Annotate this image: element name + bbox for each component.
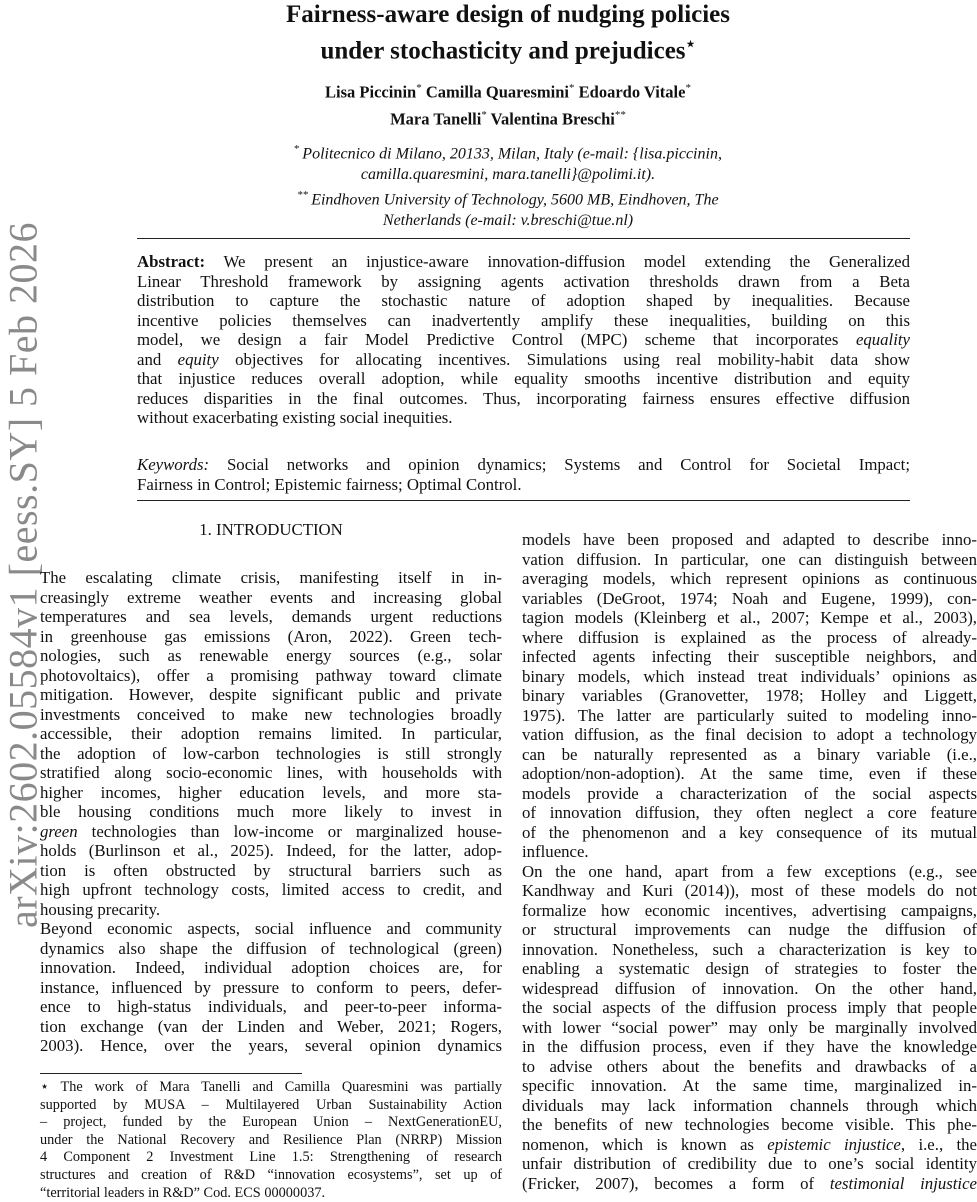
text-line: holds (Burlinson et al., 2025). Indeed, for the latter, adop- bbox=[40, 841, 502, 860]
text-line: variables (DeGroot, 1974; Noah and Eugene, 1999), con- bbox=[522, 588, 977, 608]
text-line: nomenon, which is known as epistemic injustice, i.e., the bbox=[522, 1134, 977, 1154]
text-line: On the one hand, apart from a few exceptions (e.g., see bbox=[522, 861, 977, 881]
text-line: ⋆ The work of Mara Tanelli and Camilla Quaresmini was partially bbox=[40, 1079, 502, 1095]
text-line: specific innovation. At the same time, marginalized in- bbox=[522, 1076, 977, 1095]
text-line: tion exchange (van der Linden and Weber, 2021; Rogers, bbox=[40, 1016, 502, 1036]
text-line: of innovation diffusion, they often neglect a core feature bbox=[522, 803, 977, 822]
text-line: nologies, such as renewable energy sources (e.g., solar bbox=[40, 646, 502, 665]
author-name: Edoardo Vitale bbox=[574, 82, 686, 102]
text-line: widespread diffusion of innovation. On the other hand, bbox=[522, 978, 977, 998]
affiliation-mark: * bbox=[481, 108, 487, 121]
text-line: with lower “social power” may only be marginally involved bbox=[522, 1017, 977, 1037]
divider bbox=[137, 238, 910, 239]
text-line: creasingly extreme weather events and increasing global bbox=[40, 587, 502, 607]
text-line: without exacerbating existing social inequities. bbox=[137, 408, 453, 427]
left-column-text bbox=[40, 568, 502, 1056]
text-line: photovoltaics), offer a promising pathway toward climate bbox=[40, 665, 502, 685]
text-line: models have been proposed and adapted to describe inno- bbox=[522, 530, 977, 549]
text-line: enabling a systematic design of strategies to foster the bbox=[522, 959, 977, 978]
text-line: the social aspects of the diffusion process imply that people bbox=[522, 998, 977, 1017]
affiliations bbox=[0, 139, 977, 232]
text-line: binary variables (Granovetter, 1978; Holley and Liggett, bbox=[522, 686, 977, 705]
text-line: that injustice reduces overall adoption, while equality smooths incentive distribution and equity bbox=[137, 369, 910, 388]
text-line: (Fricker, 2007), becomes a form of testimonial injustice bbox=[522, 1173, 977, 1193]
text-line: or structural improvements can nudge the diffusion of bbox=[522, 920, 977, 939]
text-line: the benefits of new technologies become visible. This phe- bbox=[522, 1115, 977, 1134]
text-line: ence to high-status individuals, and peer-to-peer informa- bbox=[40, 997, 502, 1016]
right-column-text bbox=[522, 530, 977, 1193]
text-line: – project, funded by the European Union – NextGenerationEU, bbox=[40, 1114, 502, 1131]
section-heading: 1. INTRODUCTION bbox=[199, 520, 343, 539]
text-line: tion is often obstructed by structural barriers such as bbox=[40, 860, 502, 880]
text-line: model, we design a fair Model Predictive Control (MPC) scheme that incorporates equality bbox=[137, 330, 910, 349]
affiliation-line: Netherlands (e-mail: v.breschi@tue.nl) bbox=[382, 212, 634, 230]
abstract bbox=[137, 252, 910, 428]
text-line: higher incomes, higher education levels, and more sta- bbox=[40, 782, 502, 802]
author-list bbox=[0, 77, 977, 130]
text-line: dynamics also shape the diffusion of technological (green) bbox=[40, 938, 502, 958]
text-line: “territorial leaders in R&D” Cod. ECS 00000037. bbox=[40, 1184, 326, 1201]
text-line: adoption/non-adoption). At the same time, even if these bbox=[522, 764, 977, 783]
text-line: dividuals may lack information channels through which bbox=[522, 1095, 977, 1115]
text-line: 2003). Hence, over the years, several opinion dynamics bbox=[40, 1036, 502, 1055]
author-name: Camilla Quaresmini bbox=[421, 82, 570, 102]
affiliation-mark: * bbox=[685, 82, 691, 94]
text-line: vation diffusion. In particular, one can distinguish between bbox=[522, 549, 977, 569]
text-line: Fairness in Control; Epistemic fairness; Optimal Control. bbox=[137, 474, 522, 494]
text-line: where diffusion is explained as the process of already- bbox=[522, 627, 977, 647]
text-line: housing precarity. bbox=[40, 899, 161, 919]
author-name: Mara Tanelli bbox=[390, 109, 482, 128]
text-line: stratified along socio-economic lines, with households with bbox=[40, 763, 502, 782]
footnote-rule bbox=[40, 1073, 302, 1074]
text-line: vation diffusion, as the final decision to adopt a technology bbox=[522, 725, 977, 744]
affiliation-line: * Politecnico di Milano, 20133, Milan, Italy (e-mail: {lisa.piccinin, bbox=[294, 143, 722, 163]
text-line: Abstract: We present an injustice-aware innovation-diffusion model extending the Generalized bbox=[137, 252, 910, 271]
text-line: binary models, which instead treat individuals’ opinions as bbox=[522, 666, 977, 686]
text-line: The escalating climate crisis, manifesting itself in in- bbox=[40, 568, 502, 587]
affiliation-mark: * bbox=[416, 82, 422, 94]
text-line: of the phenomenon and a key consequence of its mutual bbox=[522, 822, 977, 842]
text-line: and equity objectives for allocating incentives. Simulations using real mobility-habit data show bbox=[137, 349, 910, 369]
text-line: structures and creation of R&D “innovation ecosystems”, set up of bbox=[40, 1166, 502, 1183]
text-line: averaging models, which represent opinions as continuous bbox=[522, 569, 977, 588]
text-line: tagion models (Kleinberg et al., 2007; Kempe et al., 2003), bbox=[522, 608, 977, 627]
text-line: innovation. Indeed, individual adoption choices are, for bbox=[40, 958, 502, 977]
text-line: temperatures and sea levels, demands urgent reductions bbox=[40, 607, 502, 626]
text-line: Beyond economic aspects, social influence and community bbox=[40, 919, 502, 938]
text-line: to advise others about the benefits and drawbacks of a bbox=[522, 1056, 977, 1076]
text-line: distribution to capture the stochastic nature of adoption shaped by inequalities. Because bbox=[137, 291, 910, 310]
text-line: green technologies than low-income or marginalized house- bbox=[40, 821, 502, 841]
affiliation-mark: ** bbox=[614, 108, 626, 121]
text-line: mitigation. However, despite significant public and private bbox=[40, 685, 502, 704]
text-line: Keywords: Social networks and opinion dynamics; Systems and Control for Societal Impact; bbox=[137, 455, 910, 474]
text-line: unfair distribution of credibility due to one’s social identity bbox=[522, 1154, 977, 1173]
title-line-1: Fairness-aware design of nudging policies bbox=[285, 1, 731, 28]
footnote bbox=[40, 1079, 502, 1202]
text-line: the adoption of low-carbon technologies is still strongly bbox=[40, 743, 502, 763]
text-line: 4 Component 2 Investment Line 1.5: Strengthening of research bbox=[40, 1149, 502, 1166]
arxiv-stamp: arXiv:2602.05584v1 [eess.SY] 5 Feb 2026 bbox=[0, 221, 46, 929]
affiliation-line: camilla.quaresmini, mara.tanelli}@polimi.it). bbox=[360, 165, 656, 183]
text-line: incentive policies themselves can inadvertently amplify these inequalities, building on this bbox=[137, 310, 910, 330]
text-line: high upfront technology costs, limited access to credit, and bbox=[40, 880, 502, 899]
text-line: instance, influenced by pressure to conform to peers, defer- bbox=[40, 977, 502, 997]
text-line: supported by MUSA – Multilayered Urban Sustainability Action bbox=[40, 1096, 502, 1113]
text-line: ble housing conditions much more likely to invest in bbox=[40, 802, 502, 821]
text-line: innovation. Nonetheless, such a characterization is key to bbox=[522, 939, 977, 959]
text-line: Linear Threshold framework by assigning agents activation thresholds drawn from a Beta bbox=[137, 271, 910, 291]
text-line: in the diffusion process, even if they have the knowledge bbox=[522, 1037, 977, 1056]
title-line-2: under stochasticity and prejudices bbox=[320, 37, 686, 65]
text-line: formalize how economic incentives, advertising campaigns, bbox=[522, 900, 977, 920]
text-line: influence. bbox=[522, 842, 589, 861]
text-line: investments conceived to make new technologies broadly bbox=[40, 704, 502, 724]
title-footnote-mark: ⋆ bbox=[685, 36, 696, 53]
affiliation-line: ** Eindhoven University of Technology, 5600 MB, Eindhoven, The bbox=[297, 189, 719, 209]
author-name: Valentina Breschi bbox=[486, 109, 615, 128]
text-line: in greenhouse gas emissions (Aron, 2022). Green tech- bbox=[40, 626, 502, 646]
affiliation-mark: * bbox=[569, 82, 575, 94]
text-line: can be naturally represented as a binary variable (i.e., bbox=[522, 744, 977, 764]
text-line: Kandhway and Kuri (2014)), most of these models do not bbox=[522, 881, 977, 900]
text-line: infected agents infecting their susceptible neighbors, and bbox=[522, 647, 977, 666]
author-name: Lisa Piccinin bbox=[325, 82, 417, 102]
text-line: 1975). The latter are particularly suited to modeling inno- bbox=[522, 705, 977, 725]
text-line: under the National Recovery and Resilience Plan (NRRP) Mission bbox=[40, 1131, 502, 1148]
text-line: accessible, their adoption remains limited. In particular, bbox=[40, 724, 502, 743]
text-line: reduces disparities in the final outcomes. Thus, incorporating fairness ensures effective diffusion bbox=[137, 388, 910, 408]
keywords bbox=[137, 455, 910, 494]
text-line: models provide a characterization of the social aspects bbox=[522, 783, 977, 803]
paper-title bbox=[0, 0, 977, 66]
divider bbox=[137, 500, 910, 501]
